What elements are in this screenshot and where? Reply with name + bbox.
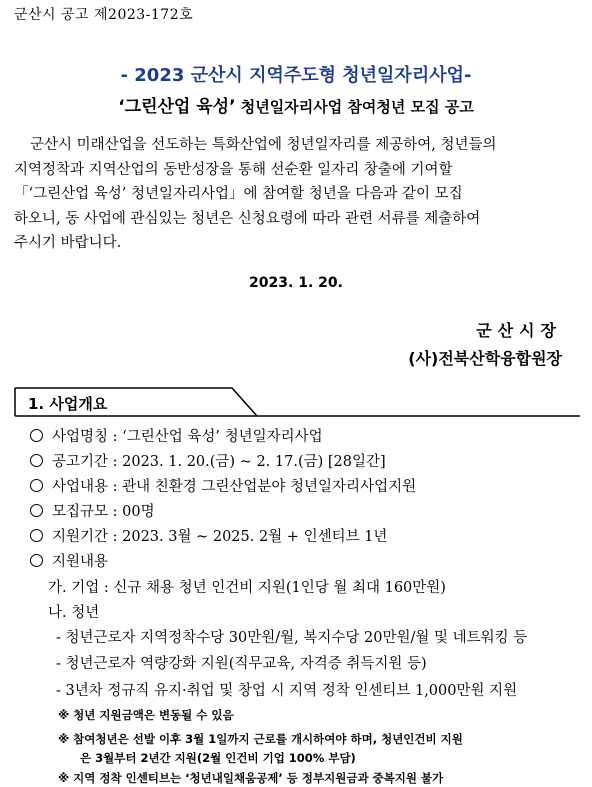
document-number: 군산시 공고 제2023-172호 — [14, 7, 194, 23]
overview-item — [30, 475, 416, 496]
circle-bullet-icon — [30, 529, 43, 542]
overview-item — [30, 525, 387, 546]
circle-bullet-icon — [30, 504, 43, 517]
youth-support-line: - 청년근로자 역량강화 지원(직무교육, 자격증 취득지원 등) — [56, 656, 427, 672]
circle-bullet-icon — [30, 554, 43, 567]
note-line: ※ 청년 지원금액은 변동될 수 있음 — [58, 708, 234, 722]
item-text: 지원내용 — [52, 554, 109, 570]
note-line: ※ 지역 정착 인센티브는 ‘청년내일채움공제’ 등 정부지원금과 중복지원 불가 — [58, 771, 444, 785]
section-header — [14, 387, 580, 417]
title-line-1: - 2023 군산시 지역주도형 청년일자리사업- — [120, 65, 472, 86]
circle-bullet-icon — [30, 454, 43, 467]
signature-mayor: 군산시장 — [476, 321, 562, 340]
title-rest: 청년일자리사업 참여청년 모집 공고 — [235, 98, 474, 116]
announcement-date: 2023. 1. 20. — [249, 275, 343, 291]
circle-bullet-icon — [30, 479, 43, 492]
support-youth: 나. 청년 — [48, 605, 100, 621]
youth-support-line: - 청년근로자 지역정착수당 30만원/월, 복지수당 20만원/월 및 네트워킹 등 — [56, 630, 528, 646]
intro-line-4: 하오니, 동 사업에 관심있는 청년은 신청요령에 따라 관련 서류를 제출하여 — [14, 210, 481, 227]
circle-bullet-icon — [30, 429, 43, 442]
intro-paragraph — [14, 133, 580, 256]
intro-line-5: 주시기 바랍니다. — [14, 235, 122, 251]
item-text: 사업내용 : 관내 친환경 그린산업분야 청년일자리사업지원 — [52, 479, 417, 495]
intro-line-1: 군산시 미래산업을 선도하는 특화산업에 청년일자리를 제공하여, 청년들의 — [30, 137, 497, 153]
note-line: ※ 참여청년은 선발 이후 3월 1일까지 근로를 개시하여야 하며, 청년인건비 지원 — [58, 732, 463, 746]
item-text: 모집규모 : 00명 — [52, 504, 155, 520]
overview-item — [30, 500, 155, 521]
support-company: 가. 기업 : 신규 채용 청년 인건비 지원(1인당 월 최대 160만원) — [48, 580, 446, 596]
intro-line-3: 「‘그린산업 육성’ 청년일자리사업」에 참여할 청년을 다음과 같이 모집 — [14, 186, 463, 202]
item-text: 공고기간 : 2023. 1. 20.(금) ~ 2. 17.(금) [28일간] — [52, 454, 386, 470]
title-line-2 — [0, 92, 592, 117]
overview-item — [30, 425, 323, 446]
overview-item — [30, 450, 386, 471]
intro-line-2: 지역정착과 지역산업의 동반성장을 통해 선순환 일자리 창출에 기여할 — [14, 161, 453, 178]
signature-org: (사)전북산학융합원장 — [408, 349, 562, 368]
note-line: 은 3월부터 2년간 지원(2월 인건비 기업 100% 부담) — [80, 751, 356, 765]
youth-support-line: - 3년차 정규직 유지·취업 및 창업 시 지역 정착 인센티브 1,000만원 지원 — [56, 683, 518, 699]
title-emphasis: ‘그린산업 육성’ — [118, 97, 236, 117]
section-title: 1. 사업개요 — [28, 395, 108, 413]
overview-item — [30, 550, 108, 571]
item-text: 지원기간 : 2023. 3월 ~ 2025. 2월 + 인센티브 1년 — [52, 529, 388, 545]
item-text: 사업명칭 : ‘그린산업 육성’ 청년일자리사업 — [52, 429, 323, 445]
